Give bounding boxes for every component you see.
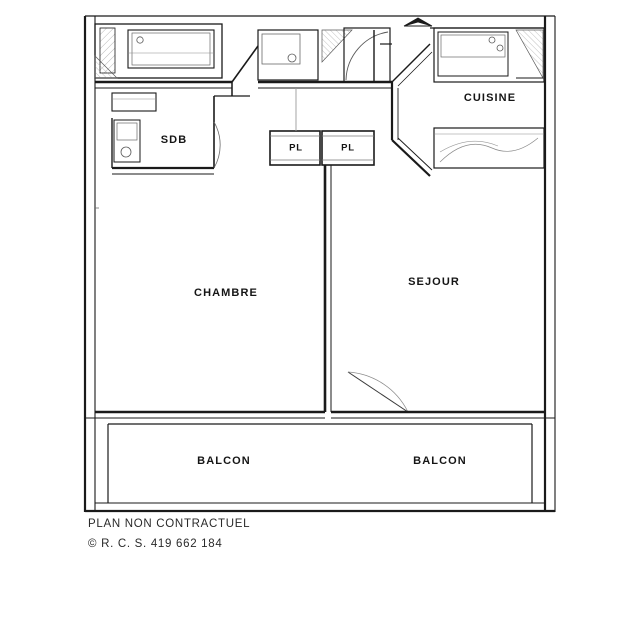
sdb-counter bbox=[112, 93, 156, 111]
top-wall-band bbox=[95, 28, 545, 96]
entry-corridor bbox=[258, 28, 392, 82]
room-label-cuisine: CUISINE bbox=[463, 92, 517, 104]
room-label-sdb: SDB bbox=[160, 134, 188, 146]
placard-units bbox=[270, 88, 374, 165]
room-label-placard-1: PL bbox=[289, 142, 303, 154]
central-partition bbox=[325, 165, 408, 412]
cuisine-diagonal-wall bbox=[392, 44, 432, 176]
caption-secondary: © R. C. S. 419 662 184 bbox=[88, 538, 223, 550]
plan-caption bbox=[88, 518, 488, 558]
room-label-placard-2: PL bbox=[341, 142, 355, 154]
building-outline bbox=[85, 16, 555, 512]
room-label-balcon-1: BALCON bbox=[197, 455, 251, 467]
room-label-chambre: CHAMBRE bbox=[194, 287, 258, 299]
north-arrow-icon bbox=[404, 18, 432, 26]
sdb-room bbox=[112, 82, 250, 174]
caption-primary: PLAN NON CONTRACTUEL bbox=[88, 518, 251, 530]
balcony-structure bbox=[85, 412, 555, 503]
room-label-balcon-2: BALCON bbox=[413, 455, 467, 467]
top-left-room bbox=[95, 24, 222, 78]
room-label-sejour: SEJOUR bbox=[408, 276, 460, 288]
